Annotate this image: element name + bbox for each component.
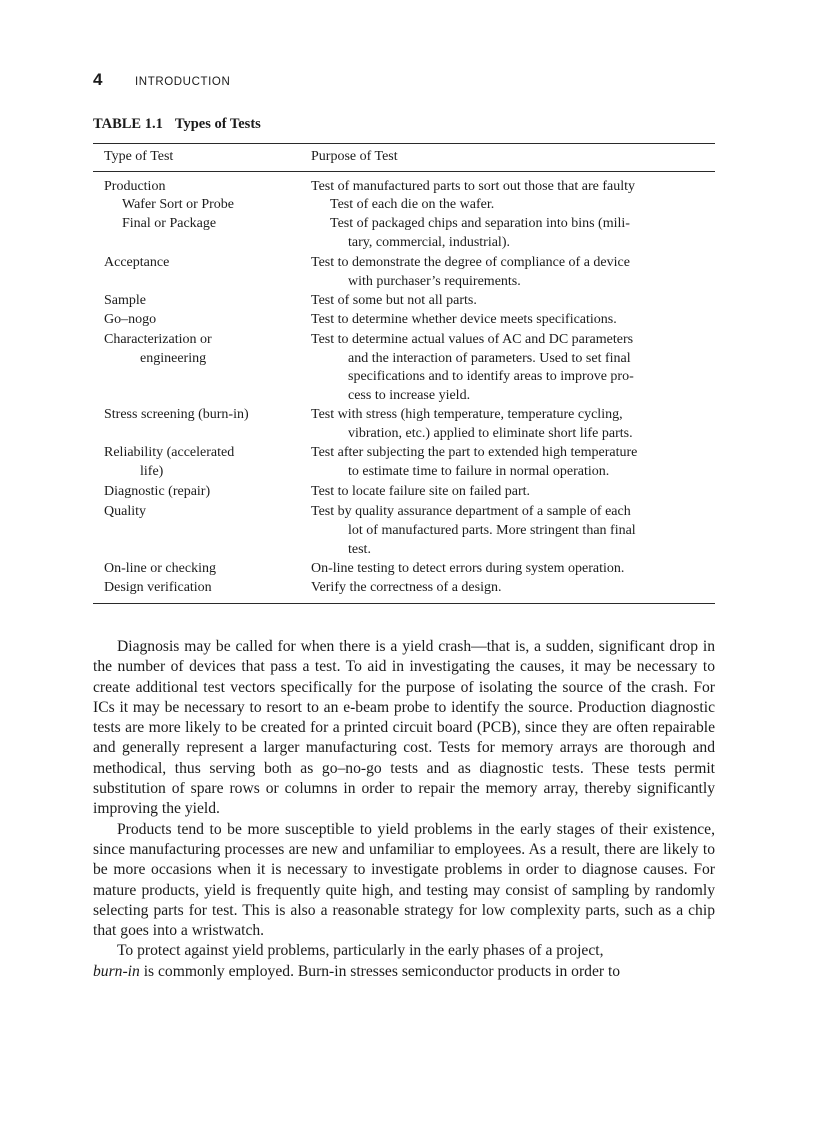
test-purpose-cell: Verify the correctness of a design. (311, 580, 502, 595)
table-top-rule (93, 143, 715, 144)
paragraph-text: To protect against yield problems, particularly in the early phases of a project, (117, 942, 604, 960)
test-purpose-cell: Test after subjecting the part to extended high temperature (311, 445, 638, 460)
test-type-cell: Go–nogo (104, 312, 157, 327)
test-type-continuation: life) (140, 464, 164, 479)
test-purpose-continuation: with purchaser’s requirements. (348, 274, 521, 289)
test-purpose-cell: Test to determine whether device meets specifications. (311, 312, 617, 327)
column-header-type: Type of Test (104, 149, 174, 164)
test-purpose-cell: On-line testing to detect errors during system operation. (311, 561, 625, 576)
test-type-cell: Diagnostic (repair) (104, 484, 211, 499)
test-purpose-continuation: tary, commercial, industrial). (348, 235, 510, 250)
column-header-purpose: Purpose of Test (311, 149, 398, 164)
test-type-cell: Design verification (104, 580, 212, 595)
paragraph: Products tend to be more susceptible to yield problems in the early stages of their existence, since manufacturing processes are new and unfamiliar to employees. As a result, there are likely to be more occasions when it is necessary to investigate problems in order to diagnose causes. For mature products, yield is frequently quite high, and testing may consist of sampling by randomly selecting parts for test. This is also a reasonable strategy for low complexity parts, such as a chip that goes into a wristwatch. (93, 820, 715, 940)
test-type-cell: Reliability (accelerated (104, 445, 235, 460)
table-header-rule (93, 171, 715, 172)
test-type-cell: Acceptance (104, 255, 170, 270)
page-header (93, 70, 230, 90)
test-purpose-cell: Test to determine actual values of AC and DC parameters (311, 332, 634, 347)
test-purpose-cell: Test to demonstrate the degree of compliance of a device (311, 255, 630, 270)
test-purpose-continuation: and the interaction of parameters. Used to set final (348, 351, 631, 366)
table-label: TABLE 1.1 (93, 116, 163, 132)
running-head: INTRODUCTION (135, 76, 231, 88)
paragraph: Diagnosis may be called for when there is a yield crash—that is, a sudden, significant drop in the number of devices that pass a test. To aid in investigating the causes, it may be necessary to create additional test vectors specifically for the purpose of isolating the source of the crash. For ICs it may be necessary to resort to an e-beam probe to identify the source. Production diagnostic tests are more likely to be created for a printed circuit board (PCB), since they are often repairable and generally represent a larger manufacturing cost. Tests for memory arrays are thorough and methodical, thus serving both as go–no-go tests and as diagnostic tests. These tests permit substitution of spare rows or columns in order to repair the memory array, thereby significantly improving the yield. (93, 638, 715, 818)
table-title: Types of Tests (174, 116, 261, 132)
test-purpose-cell: Test of packaged chips and separation into bins (mili- (330, 216, 630, 231)
test-purpose-cell: Test of manufactured parts to sort out those that are faulty (311, 179, 636, 194)
test-purpose-continuation: vibration, etc.) applied to eliminate short life parts. (348, 426, 633, 441)
keyword-burn-in: burn-in (93, 962, 140, 980)
table-caption (93, 116, 261, 133)
paragraph-text: is commonly employed. Burn-in stresses semiconductor products in order to (143, 962, 621, 980)
test-type-continuation: engineering (140, 351, 207, 366)
test-type-cell: On-line or checking (104, 561, 216, 576)
test-purpose-continuation: to estimate time to failure in normal operation. (348, 464, 610, 479)
test-type-cell: Stress screening (burn-in) (104, 407, 249, 422)
test-purpose-cell: Test by quality assurance department of a sample of each (311, 504, 631, 519)
test-purpose-cell: Test with stress (high temperature, temperature cycling, (311, 407, 623, 422)
test-purpose-continuation: test. (348, 542, 371, 557)
test-type-cell: Final or Package (122, 216, 217, 231)
test-type-cell: Characterization or (104, 332, 212, 347)
table-bottom-rule (93, 603, 715, 604)
page-number: 4 (93, 70, 103, 89)
test-type-cell: Sample (104, 293, 146, 308)
test-type-cell: Production (104, 179, 166, 194)
test-purpose-cell: Test of each die on the wafer. (330, 197, 495, 212)
test-type-cell: Wafer Sort or Probe (122, 197, 235, 212)
test-purpose-continuation: specifications and to identify areas to improve pro- (348, 369, 634, 384)
body-text (93, 637, 715, 982)
test-purpose-cell: Test to locate failure site on failed part. (311, 484, 531, 499)
test-purpose-continuation: cess to increase yield. (348, 388, 471, 403)
test-type-cell: Quality (104, 504, 146, 519)
test-purpose-cell: Test of some but not all parts. (311, 293, 477, 308)
test-purpose-continuation: lot of manufactured parts. More stringent than final (348, 523, 636, 538)
paragraph (93, 941, 715, 982)
